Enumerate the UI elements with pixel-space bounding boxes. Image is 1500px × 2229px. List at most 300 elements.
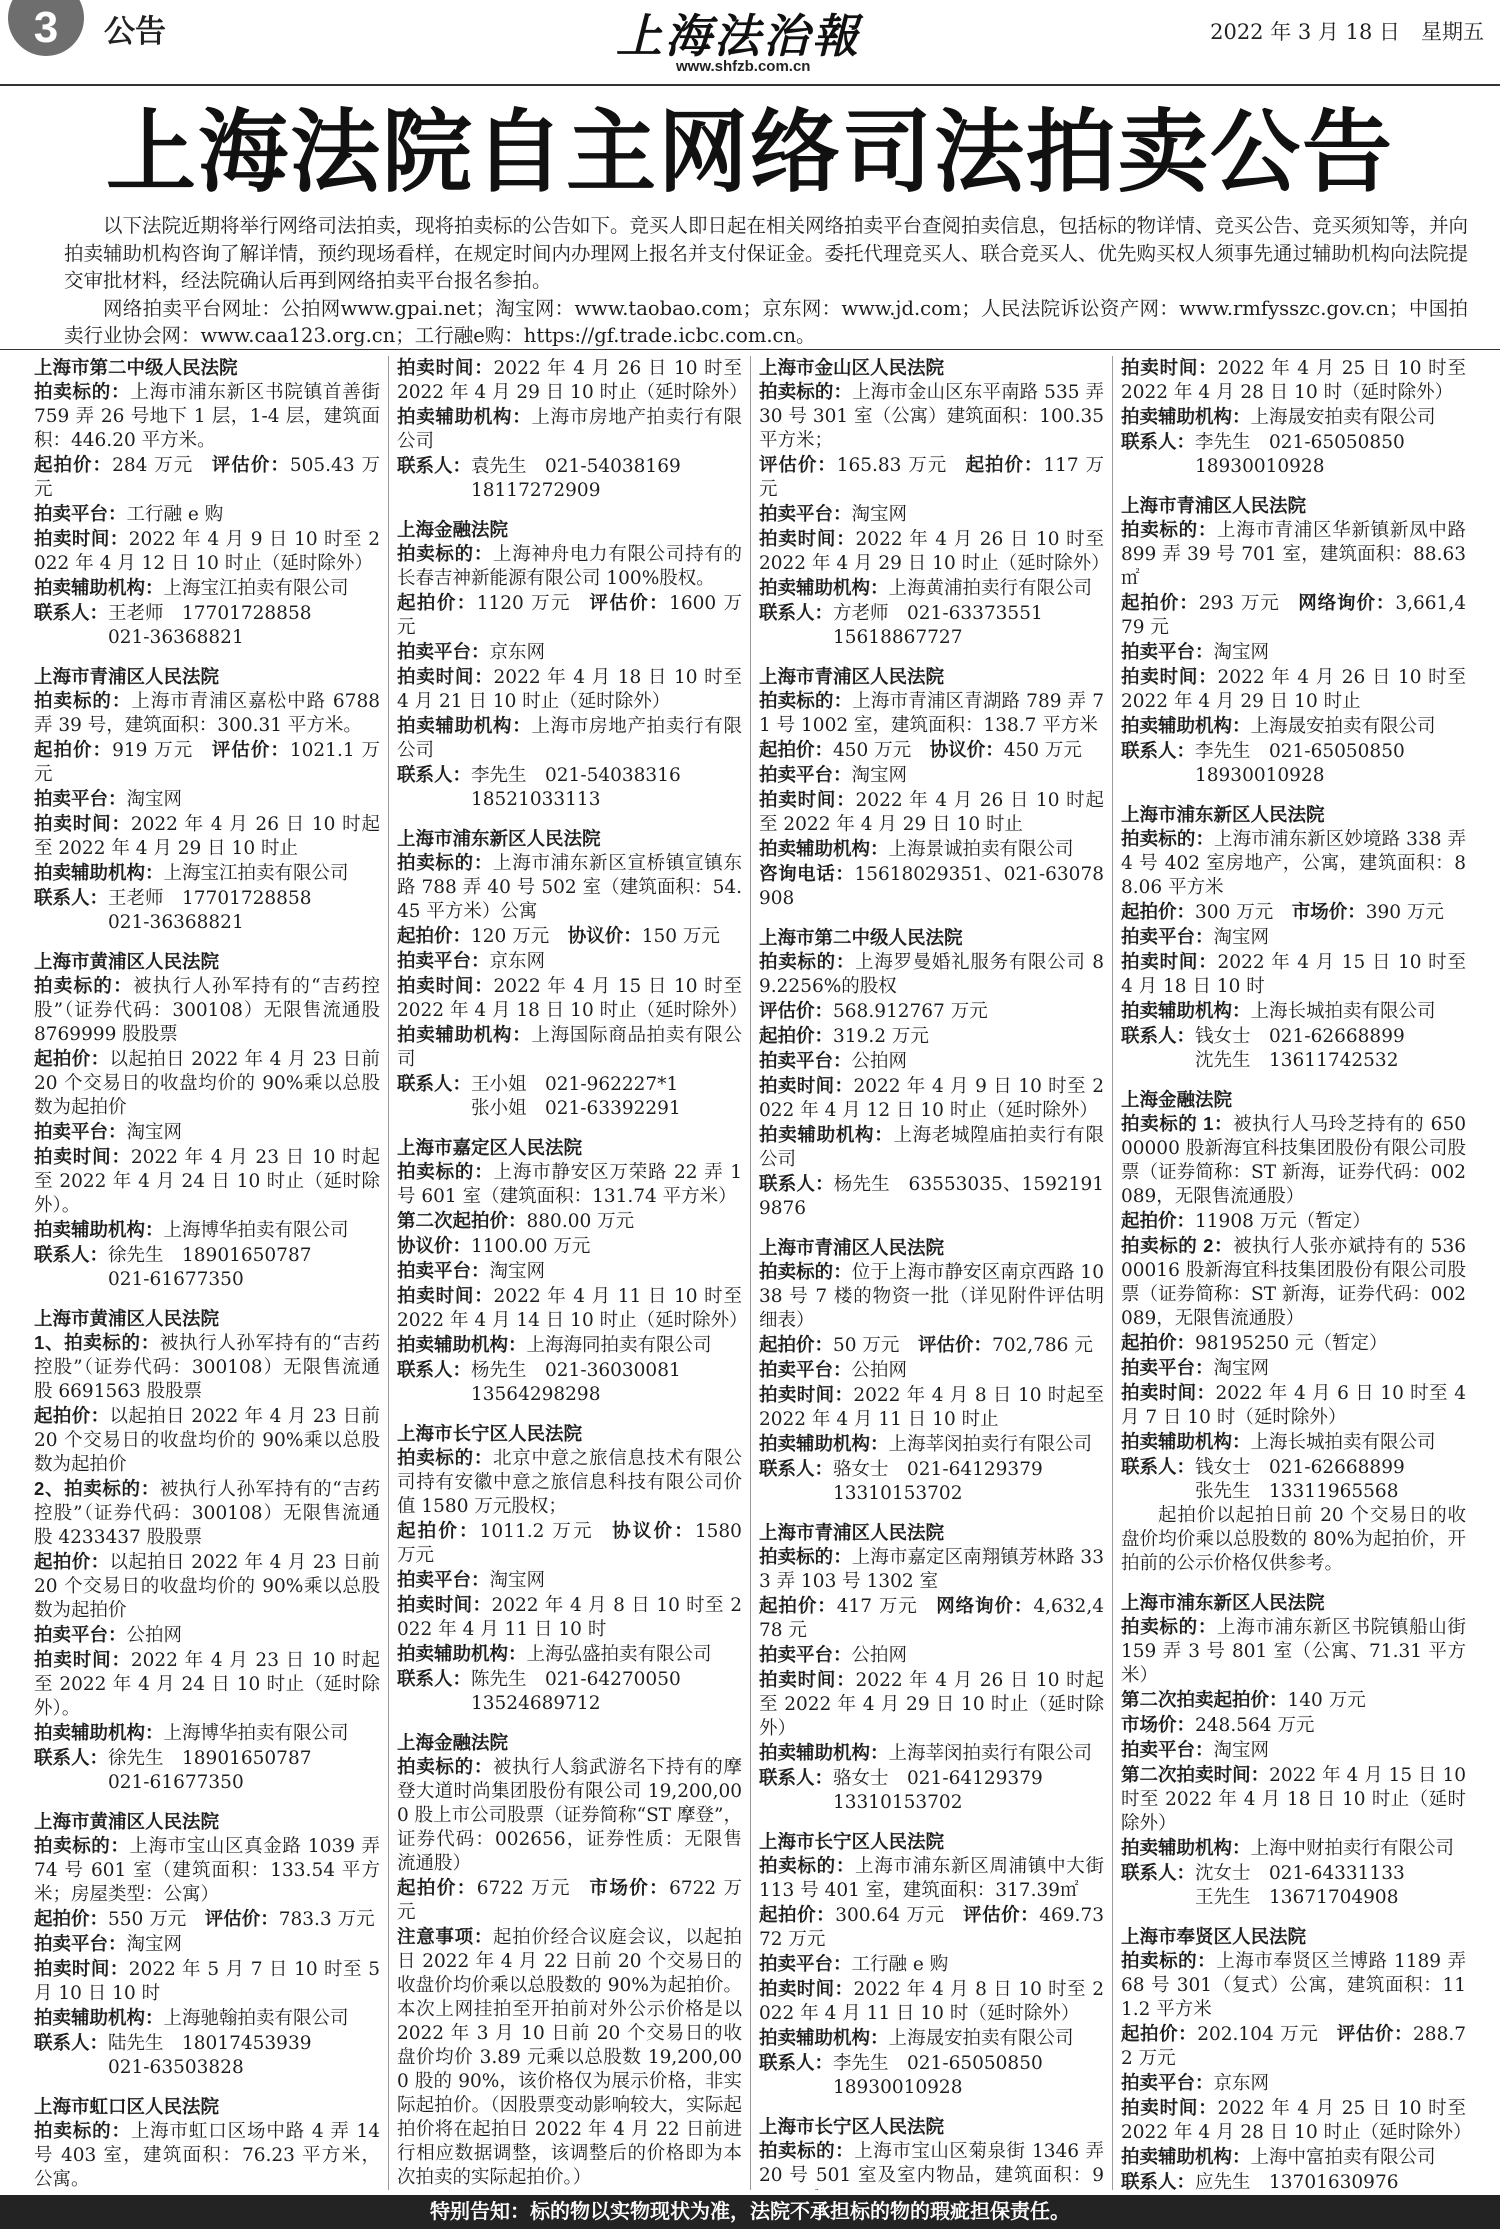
field-line: [759, 1333, 1104, 1358]
field-value: 上海市奉贤区兰博路 1189 弄 68 号 301（复式）公寓，建筑面积：111.2 平方米: [1121, 1951, 1466, 2020]
field-label: 拍卖辅助机构：: [1121, 406, 1251, 427]
field-label: 拍卖标的：: [397, 1161, 494, 1182]
contact-value: 13310153702: [833, 1483, 963, 1504]
field-line: [1121, 1381, 1466, 1430]
field-label: 拍卖标的：: [1121, 1616, 1218, 1637]
field-line: [759, 502, 1104, 527]
intro-block: [64, 212, 1468, 350]
field-value: 505.43 万元: [34, 455, 380, 500]
field-line: [397, 1209, 742, 1234]
court-name: 上海市浦东新区人民法院: [1121, 804, 1325, 825]
field-label: 评估价：: [211, 454, 290, 475]
field-line: [1121, 640, 1466, 665]
contact-line: [1121, 764, 1466, 788]
field-line: [34, 1907, 380, 1932]
field-line: [397, 924, 742, 949]
field-label: 拍卖标的：: [34, 1835, 130, 1856]
field-label: 拍卖时间：: [34, 813, 131, 834]
field-label: 联系人：: [759, 1767, 834, 1788]
field-line: [34, 1120, 380, 1145]
notice-entry: [759, 1236, 1104, 1506]
field-value: 2022 年 4 月 11 日 10 时至 2022 年 4 月 14 日 10 时止（延时除外）: [397, 1286, 748, 1331]
field-line: [34, 2119, 380, 2190]
field-line: [1121, 1949, 1466, 2022]
field-line: [397, 1023, 742, 1072]
field-label: 评估价：: [204, 1908, 279, 1929]
contact-value: 13564298298: [471, 1384, 601, 1405]
field-value: 上海弘盛拍卖有限公司: [526, 1644, 712, 1665]
contact-value: 王老师 17701728858: [108, 888, 312, 909]
field-line: [397, 1072, 742, 1097]
field-line: [759, 576, 1104, 601]
field-line: [34, 453, 380, 502]
field-label: 拍卖标的：: [397, 543, 494, 564]
field-line: [1121, 1713, 1466, 1738]
field-label: 起拍价：: [34, 1551, 110, 1572]
field-line: [1121, 1209, 1466, 1234]
notice-entry: [34, 1307, 380, 1795]
field-value: 被执行人孙军持有的“吉药控股”（证券代码：300108）无限售流通股 6691563 股股票: [34, 1333, 380, 1402]
field-value: 上海市浦东新区书院镇船山街 159 弄 3 号 801 室（公寓、71.31 平方米）: [1121, 1617, 1466, 1686]
field-value: 2022 年 4 月 26 日 10 时至 2022 年 4 月 29 日 10 时止: [1121, 667, 1466, 712]
field-line: [1121, 1430, 1466, 1455]
field-label: 拍卖平台：: [1121, 641, 1214, 662]
field-line: [397, 1876, 742, 1925]
field-line: [34, 861, 380, 886]
field-value: 117 万元: [759, 455, 1104, 500]
field-label: 拍卖标的：: [34, 2120, 131, 2141]
field-line: [759, 601, 1104, 626]
field-value: 2022 年 4 月 26 日 10 时至 2022 年 4 月 29 日 10 时止（延时除外）: [397, 358, 748, 403]
field-label: 拍卖标的：: [397, 1447, 494, 1468]
field-label: 拍卖辅助机构：: [397, 1643, 527, 1664]
field-line: [1121, 827, 1466, 900]
field-label: 拍卖辅助机构：: [34, 2007, 164, 2028]
field-label: 拍卖标的：: [759, 1261, 852, 1282]
field-value: 上海市青浦区青湖路 789 弄 71 号 1002 室，建筑面积：138.7 平方米: [759, 691, 1104, 736]
contact-value: 李先生 021-65050850: [833, 2053, 1043, 2074]
field-value: 被执行人翁武游名下持有的摩登大道时尚集团股份有限公司 19,200,000 股上市公司股票（证券简称“ST 摩登”，证券代码：002656，证券性质：无限售流通股）: [397, 1757, 742, 1874]
field-value: 上海神舟电力有限公司持有的长春吉神新能源有限公司 100%股权。: [397, 544, 742, 589]
field-label: 起拍价：: [759, 1595, 837, 1616]
field-line: [1121, 1836, 1466, 1861]
section-label: 公告: [104, 14, 166, 49]
field-value: 50 万元: [833, 1335, 900, 1356]
field-label: 拍卖辅助机构：: [34, 1219, 164, 1240]
field-line: [1121, 665, 1466, 714]
field-value: 淘宝网: [1213, 927, 1270, 948]
field-line: [1121, 2096, 1472, 2145]
court-name: 上海市青浦区人民法院: [759, 666, 945, 687]
field-line: [1121, 356, 1466, 405]
field-line: [1121, 1331, 1466, 1356]
field-line: [759, 738, 1104, 763]
field-line: [1121, 1861, 1466, 1886]
field-line: [1121, 1112, 1466, 1209]
field-value: 120 万元: [471, 926, 550, 947]
field-value: 上海晟安拍卖有限公司: [1250, 716, 1436, 737]
field-value: 上海中富拍卖有限公司: [1250, 2147, 1436, 2168]
court-name: 上海市奉贤区人民法院: [1121, 1926, 1307, 1947]
field-line: [34, 974, 380, 1047]
field-label: 拍卖平台：: [34, 1933, 127, 1954]
contact-value: 李先生 021-65050850: [1195, 432, 1405, 453]
issue-date: 2022 年 3 月 18 日 星期五: [1210, 20, 1484, 44]
field-value: 284 万元: [112, 455, 194, 476]
court-name: 上海市长宁区人民法院: [397, 1423, 583, 1444]
field-label: 起拍价：: [759, 1025, 834, 1046]
field-line: [397, 1667, 742, 1692]
field-value: 公拍网: [126, 1625, 183, 1646]
field-label: 拍卖平台：: [759, 503, 852, 524]
field-value: 上海市宝山区菊泉街 1346 弄 20 号 501 室及室内物品，建筑面积：9: [759, 2141, 1104, 2186]
field-line: [1121, 518, 1466, 591]
field-label: 2、拍卖标的：: [34, 1478, 160, 1499]
field-label: 拍卖辅助机构：: [759, 838, 889, 859]
contact-value: 021-36368821: [108, 912, 244, 933]
notice-entry: [1121, 494, 1466, 788]
field-label: 起拍价：: [1121, 901, 1196, 922]
field-label: 拍卖辅助机构：: [34, 1722, 164, 1743]
court-name: 上海市黄浦区人民法院: [34, 1308, 220, 1329]
field-line: [759, 1766, 1104, 1791]
field-value: 469.7372 万元: [759, 1905, 1104, 1950]
field-value: 京东网: [489, 951, 546, 972]
field-label: 起拍价：: [397, 925, 472, 946]
field-value: 位于上海市静安区南京西路 1038 号 7 楼的物资一批（详见附件评估明细表）: [759, 1262, 1104, 1331]
field-line: [1121, 950, 1466, 999]
field-line: [397, 763, 742, 788]
field-line: [759, 1594, 1104, 1643]
field-value: 淘宝网: [126, 789, 183, 810]
field-line: [397, 1568, 742, 1593]
field-label: 评估价：: [759, 1000, 834, 1021]
field-label: 拍卖平台：: [759, 1953, 852, 1974]
contact-line: [34, 911, 380, 935]
field-value: 上海宝江拍卖有限公司: [163, 863, 349, 884]
field-line: [397, 542, 742, 591]
field-value: 上海莘闵拍卖行有限公司: [888, 1434, 1093, 1455]
notice-entry: [34, 665, 380, 935]
field-line: [1121, 739, 1466, 764]
field-line: [397, 1519, 742, 1568]
field-label: 评估价：: [963, 1904, 1040, 1925]
field-line: [759, 950, 1104, 999]
field-value: 4,632,478 元: [759, 1596, 1104, 1641]
field-label: 拍卖辅助机构：: [1121, 1000, 1251, 1021]
notice-entry: [759, 665, 1104, 911]
field-value: 550 万元: [108, 1909, 187, 1930]
field-value: 300 万元: [1195, 902, 1274, 923]
field-value: 上海市浦东新区妙境路 338 弄 4 号 402 室房地产，公寓，建筑面积：88.06 平方米: [1121, 829, 1466, 898]
field-label: 联系人：: [1121, 431, 1196, 452]
field-line: [34, 576, 380, 601]
field-label: 拍卖时间：: [759, 1075, 854, 1096]
field-line: [34, 601, 380, 626]
field-label: 拍卖平台：: [1121, 1739, 1214, 1760]
contact-line: [1121, 1049, 1466, 1073]
field-value: 上海市青浦区嘉松中路 6788 弄 39 号，建筑面积：300.31 平方米。: [34, 691, 380, 736]
court-name: 上海市浦东新区人民法院: [1121, 1592, 1325, 1613]
contact-value: 钱女士 021-62668899: [1195, 1026, 1405, 1047]
notice-entry: [34, 356, 380, 650]
field-label: 拍卖辅助机构：: [1121, 2146, 1251, 2167]
field-line: [34, 2006, 380, 2031]
field-line: [759, 2051, 1104, 2076]
field-line: [1121, 2071, 1466, 2096]
field-label: 评估价：: [589, 592, 670, 613]
field-value: 288.72 万元: [1121, 2024, 1466, 2069]
field-value: 2022 年 4 月 26 日 10 时起至 2022 年 4 月 29 日 10 时止: [34, 814, 380, 859]
field-label: 拍卖平台：: [759, 1050, 852, 1071]
field-label: 联系人：: [1121, 1862, 1196, 1883]
field-line: [1121, 1738, 1466, 1763]
contact-value: 王小姐 021-962227*1: [471, 1074, 679, 1095]
field-label: 第二次拍卖时间：: [1121, 1764, 1270, 1785]
field-label: 拍卖标的：: [1121, 1950, 1217, 1971]
contact-value: 钱女士 021-62668899: [1195, 1457, 1405, 1478]
field-value: 上海博华拍卖有限公司: [163, 1220, 349, 1241]
field-line: [397, 1925, 742, 2190]
field-value: 上海市虹口区场中路 4 弄 14 号 403 室，建筑面积：76.23 平方米，公寓。: [34, 2121, 380, 2190]
contact-value: 杨先生 63553035、15921919876: [759, 1174, 1104, 1219]
notice-entry: [759, 926, 1104, 1221]
field-label: 拍卖时间：: [1121, 951, 1218, 972]
field-value: 2022 年 4 月 15 日 10 时至 2022 年 4 月 18 日 10 时止（延时除外）: [397, 976, 748, 1021]
field-line: [397, 1755, 742, 1876]
field-label: 拍卖时间：: [759, 528, 856, 549]
field-value: 淘宝网: [489, 1570, 546, 1591]
field-line: [759, 380, 1104, 453]
field-label: 拍卖时间：: [34, 1649, 131, 1670]
contact-value: 袁先生 021-54038169: [471, 456, 681, 477]
field-value: 上海罗曼婚礼服务有限公司 89.2256%的股权: [759, 952, 1104, 997]
field-line: [397, 1593, 742, 1642]
field-line: [1121, 1763, 1466, 1836]
field-label: 拍卖时间：: [759, 1669, 856, 1690]
notice-entry: [397, 1136, 748, 1407]
field-value: 京东网: [489, 642, 546, 663]
field-label: 拍卖辅助机构：: [759, 1124, 894, 1145]
field-label: 拍卖时间：: [34, 1146, 131, 1167]
notice-entry: [397, 356, 748, 503]
field-label: 评估价：: [1336, 2023, 1414, 2044]
court-name: 上海市长宁区人民法院: [759, 2116, 945, 2137]
field-line: [34, 380, 380, 453]
field-label: 拍卖平台：: [759, 1644, 852, 1665]
contact-line: [34, 2056, 380, 2080]
contact-value: 骆女士 021-64129379: [833, 1459, 1043, 1480]
field-label: 起拍价：: [397, 1520, 480, 1541]
field-label: 拍卖标的：: [759, 690, 853, 711]
notice-column: [1112, 356, 1474, 2190]
field-label: 拍卖辅助机构：: [397, 1024, 532, 1045]
contact-line: [34, 1771, 380, 1795]
field-label: 拍卖时间：: [759, 1384, 854, 1405]
field-line: [34, 1721, 380, 1746]
field-line: [397, 356, 748, 405]
contact-line: [759, 1482, 1104, 1506]
field-value: 上海驰翰拍卖有限公司: [163, 2008, 349, 2029]
field-label: 拍卖时间：: [397, 1285, 494, 1306]
header-divider: [0, 84, 1500, 86]
field-label: 起拍价：: [34, 1048, 110, 1069]
field-value: 被执行人马玲芝持有的 65000000 股新海宜科技集团股份有限公司股票（证券简称：ST 新海，证券代码：002089，无限售流通股）: [1121, 1114, 1466, 1207]
field-value: 上海中财拍卖行有限公司: [1250, 1838, 1455, 1859]
field-line: [397, 1284, 748, 1333]
contact-value: 张先生 13311965568: [1195, 1481, 1399, 1502]
field-value: 2022 年 5 月 7 日 10 时至 5 月 10 日 10 时: [34, 1959, 380, 2004]
field-value: 上海长城拍卖有限公司: [1250, 1001, 1436, 1022]
field-line: [759, 1049, 1104, 1074]
field-label: 市场价：: [589, 1877, 670, 1898]
field-line: [34, 1834, 380, 1907]
field-line: [1121, 1234, 1466, 1331]
contact-value: 李先生 021-54038316: [471, 765, 681, 786]
website-url: www.shfzb.com.cn: [676, 58, 811, 75]
field-value: 2022 年 4 月 23 日 10 时起至 2022 年 4 月 24 日 10 时止（延时除外）。: [34, 1147, 380, 1216]
field-label: 拍卖平台：: [397, 1569, 490, 1590]
field-label: 联系人：: [1121, 740, 1196, 761]
field-value: 293 万元: [1198, 593, 1280, 614]
field-line: [1121, 2170, 1466, 2190]
field-line: [759, 2139, 1104, 2190]
field-label: 联系人：: [397, 764, 472, 785]
contact-value: 徐先生 18901650787: [108, 1245, 312, 1266]
field-value: 工行融 e 购: [851, 1954, 949, 1975]
field-label: 起拍价：: [1121, 1210, 1196, 1231]
contact-line: [397, 1097, 742, 1121]
notice-entry: [759, 2115, 1104, 2190]
court-name: 上海市青浦区人民法院: [1121, 495, 1307, 516]
field-line: [397, 1446, 742, 1519]
contact-line: [1121, 455, 1466, 479]
field-label: 拍卖辅助机构：: [34, 862, 164, 883]
field-label: 拍卖平台：: [759, 764, 852, 785]
field-value: 上海市嘉定区南翔镇芳林路 333 弄 103 号 1302 室: [759, 1547, 1104, 1592]
contact-line: [1121, 1480, 1466, 1504]
field-value: 上海市房地产拍卖行有限公司: [397, 716, 742, 761]
field-value: 以起拍日 2022 年 4 月 23 日前 20 个交易日的收盘均价的 90%乘以总股数为起拍价: [34, 1406, 380, 1475]
field-value: 2022 年 4 月 18 日 10 时至 4 月 21 日 10 时止（延时除外）: [397, 667, 742, 712]
field-label: 联系人：: [397, 1073, 472, 1094]
field-label: 拍卖平台：: [397, 950, 490, 971]
field-value: 上海景诚拍卖有限公司: [888, 839, 1074, 860]
field-value: 上海莘闵拍卖行有限公司: [888, 1743, 1093, 1764]
contact-value: 18930010928: [833, 2077, 963, 2098]
field-value: 248.564 万元: [1195, 1715, 1315, 1736]
field-label: 起拍价：: [759, 739, 834, 760]
platform-list-paragraph: 网络拍卖平台网址：公拍网www.gpai.net；淘宝网：www.taobao.com；京东网：www.jd.com；人民法院诉讼资产网：www.rmfysszc.gov.cn；中国拍卖行业协会网：www.caa123.org.cn；工行融e购：https://gf.trade.icbc.com.cn。: [64, 296, 1468, 347]
field-value: 淘宝网: [1213, 642, 1270, 663]
field-line: [34, 1477, 380, 1550]
field-value: 被执行人张亦斌持有的 53600016 股新海宜科技集团股份有限公司股票（证券简称：ST 新海，证券代码：002089，无限售流通股）: [1121, 1236, 1466, 1329]
field-value: 1580 万元: [397, 1521, 742, 1566]
field-label: 拍卖标的：: [34, 975, 133, 996]
court-name: 上海市第二中级人民法院: [34, 357, 238, 378]
field-label: 协议价：: [397, 1235, 472, 1256]
field-label: 网络询价：: [1298, 592, 1396, 613]
field-line: [34, 1957, 380, 2006]
field-value: 上海宝江拍卖有限公司: [163, 578, 349, 599]
field-label: 起拍价：: [34, 1405, 110, 1426]
field-label: 起拍价：: [34, 454, 113, 475]
field-line: [759, 1977, 1104, 2026]
field-label: 拍卖辅助机构：: [34, 577, 164, 598]
field-value: 1011.2 万元: [479, 1521, 594, 1542]
field-label: 拍卖辅助机构：: [759, 577, 889, 598]
field-line: [397, 974, 748, 1023]
field-label: 起拍价：: [34, 1908, 109, 1929]
field-value: 2022 年 4 月 15 日 10 时至 2022 年 4 月 18 日 10 时止（延时除外）: [1121, 1765, 1466, 1834]
field-line: [34, 689, 380, 738]
field-label: 评估价：: [759, 454, 837, 475]
field-value: 919 万元: [112, 740, 194, 761]
field-label: 联系人：: [34, 887, 109, 908]
field-label: 拍卖标的：: [1121, 519, 1218, 540]
field-label: 第二次起拍价：: [397, 1210, 527, 1231]
field-label: 第二次拍卖起拍价：: [1121, 1689, 1288, 1710]
field-label: 联系人：: [397, 455, 472, 476]
field-line: [759, 1358, 1104, 1383]
field-label: 拍卖标的：: [34, 690, 132, 711]
notice-entry: [759, 1830, 1104, 2100]
contact-value: 13524689712: [471, 1693, 601, 1714]
contact-line: [759, 626, 1104, 650]
field-line: [34, 1550, 380, 1623]
contact-value: 沈女士 021-64331133: [1195, 1863, 1405, 1884]
field-value: 上海博华拍卖有限公司: [163, 1723, 349, 1744]
field-line: [759, 763, 1104, 788]
contact-line: [397, 788, 742, 812]
footer-notice: 特别告知：标的物以实物现状为准，法院不承担标的物的瑕疵担保责任。: [0, 2195, 1500, 2229]
field-value: 150 万元: [641, 926, 720, 947]
court-name: 上海市嘉定区人民法院: [397, 1137, 583, 1158]
field-label: 市场价：: [1121, 1714, 1196, 1735]
field-value: 15618029351、021-63078908: [759, 864, 1104, 909]
field-line: [759, 1074, 1104, 1123]
field-line: [759, 1172, 1104, 1221]
field-label: 联系人：: [1121, 2171, 1196, 2190]
field-value: 2022 年 4 月 9 日 10 时至 2022 年 4 月 12 日 10 时止（延时除外）: [759, 1076, 1104, 1121]
notice-column: [750, 356, 1112, 2190]
intro-divider: [0, 349, 1500, 350]
field-line: [1121, 405, 1466, 430]
field-value: 上海市静安区万荣路 22 弄 1 号 601 室（建筑面积：131.74 平方米）: [397, 1162, 742, 1207]
contact-value: 021-61677350: [108, 1772, 244, 1793]
field-line: [759, 1903, 1104, 1952]
field-label: 拍卖辅助机构：: [1121, 1837, 1251, 1858]
field-value: 淘宝网: [126, 1122, 183, 1143]
field-line: [759, 1545, 1104, 1594]
contact-value: 18117272909: [471, 480, 601, 501]
court-name: 上海市第二中级人民法院: [759, 927, 963, 948]
field-line: [1121, 1688, 1466, 1713]
notice-entry: [34, 1810, 380, 2080]
field-line: [34, 1218, 380, 1243]
field-value: 淘宝网: [489, 1261, 546, 1282]
field-value: 北京中意之旅信息技术有限公司持有安徽中意之旅信息科技有限公司价值 1580 万元股权；: [397, 1448, 742, 1517]
court-name: 上海市长宁区人民法院: [759, 1831, 945, 1852]
court-name: 上海市青浦区人民法院: [759, 1237, 945, 1258]
field-label: 市场价：: [1291, 901, 1366, 922]
field-line: [759, 837, 1104, 862]
field-label: 拍卖标的：: [759, 381, 853, 402]
field-line: [759, 2026, 1104, 2051]
field-value: 上海黄浦拍卖行有限公司: [888, 578, 1093, 599]
field-line: [34, 738, 380, 787]
field-label: 拍卖平台：: [397, 641, 490, 662]
